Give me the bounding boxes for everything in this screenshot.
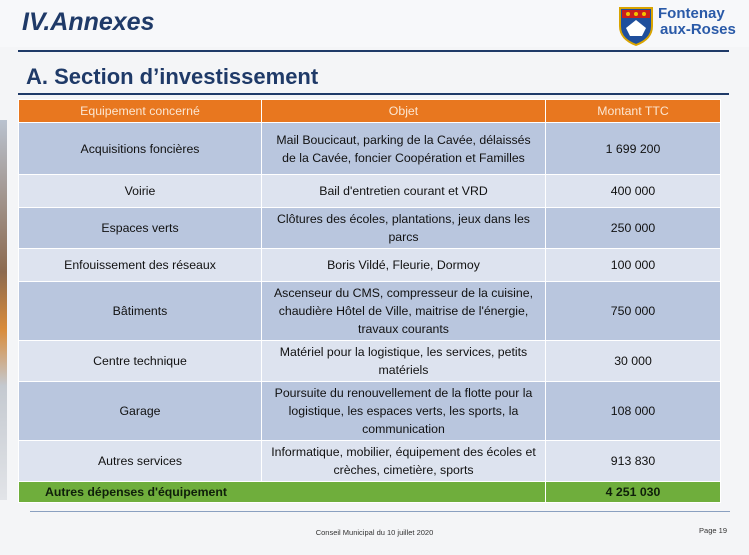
slide-edge-decoration bbox=[0, 120, 7, 500]
shield-icon bbox=[618, 6, 654, 46]
cell-montant: 250 000 bbox=[546, 208, 721, 249]
cell-montant: 1 699 200 bbox=[546, 123, 721, 175]
cell-equipement: Acquisitions foncières bbox=[19, 123, 262, 175]
cell-montant: 100 000 bbox=[546, 249, 721, 282]
investment-table bbox=[18, 99, 721, 503]
cell-objet: Informatique, mobilier, équipement des écoles et crèches, cimetière, sports bbox=[262, 441, 546, 482]
cell-objet: Ascenseur du CMS, compresseur de la cuisine, chaudière Hôtel de Ville, maitrise de l'énergie, travaux courants bbox=[262, 282, 546, 341]
cell-objet: Boris Vildé, Fleurie, Dormoy bbox=[262, 249, 546, 282]
cell-equipement: Enfouissement des réseaux bbox=[19, 249, 262, 282]
cell-equipement: Autres services bbox=[19, 441, 262, 482]
total-montant: 4 251 030 bbox=[546, 482, 721, 503]
column-header-objet: Objet bbox=[262, 100, 546, 123]
logo-text bbox=[658, 6, 736, 38]
cell-equipement: Bâtiments bbox=[19, 282, 262, 341]
table-row bbox=[19, 123, 721, 175]
page-title: IV.Annexes bbox=[22, 8, 155, 36]
cell-montant: 913 830 bbox=[546, 441, 721, 482]
footer-rule bbox=[30, 511, 730, 512]
column-header-equipement: Equipement concerné bbox=[19, 100, 262, 123]
cell-montant: 750 000 bbox=[546, 282, 721, 341]
section-title: A. Section d’investissement bbox=[26, 64, 319, 89]
city-logo bbox=[618, 6, 743, 48]
table-row bbox=[19, 208, 721, 249]
table-row bbox=[19, 441, 721, 482]
cell-objet: Bail d'entretien courant et VRD bbox=[262, 175, 546, 208]
cell-montant: 400 000 bbox=[546, 175, 721, 208]
column-header-montant: Montant TTC bbox=[546, 100, 721, 123]
cell-montant: 30 000 bbox=[546, 341, 721, 382]
cell-objet: Matériel pour la logistique, les services, petits matériels bbox=[262, 341, 546, 382]
header-rule bbox=[18, 50, 729, 52]
logo-line-2: aux-Roses bbox=[660, 21, 736, 38]
cell-objet: Clôtures des écoles, plantations, jeux dans les parcs bbox=[262, 208, 546, 249]
logo-line-1: Fontenay bbox=[658, 5, 725, 22]
cell-montant: 108 000 bbox=[546, 382, 721, 441]
section-rule bbox=[18, 93, 729, 95]
cell-equipement: Garage bbox=[19, 382, 262, 441]
cell-objet: Poursuite du renouvellement de la flotte pour la logistique, les espaces verts, les sports, la communication bbox=[262, 382, 546, 441]
table-row bbox=[19, 175, 721, 208]
cell-objet: Mail Boucicaut, parking de la Cavée, délaissés de la Cavée, foncier Coopération et Familles bbox=[262, 123, 546, 175]
total-row bbox=[19, 482, 721, 503]
footer-text: Conseil Municipal du 10 juillet 2020 bbox=[315, 528, 434, 537]
table-row bbox=[19, 341, 721, 382]
table-header-row bbox=[19, 100, 721, 123]
cell-equipement: Espaces verts bbox=[19, 208, 262, 249]
table-row bbox=[19, 249, 721, 282]
page-number: Page 19 bbox=[699, 526, 727, 535]
total-label: Autres dépenses d'équipement bbox=[19, 482, 546, 503]
table-row bbox=[19, 282, 721, 341]
header-bar bbox=[0, 0, 749, 47]
cell-equipement: Voirie bbox=[19, 175, 262, 208]
table-row bbox=[19, 382, 721, 441]
cell-equipement: Centre technique bbox=[19, 341, 262, 382]
